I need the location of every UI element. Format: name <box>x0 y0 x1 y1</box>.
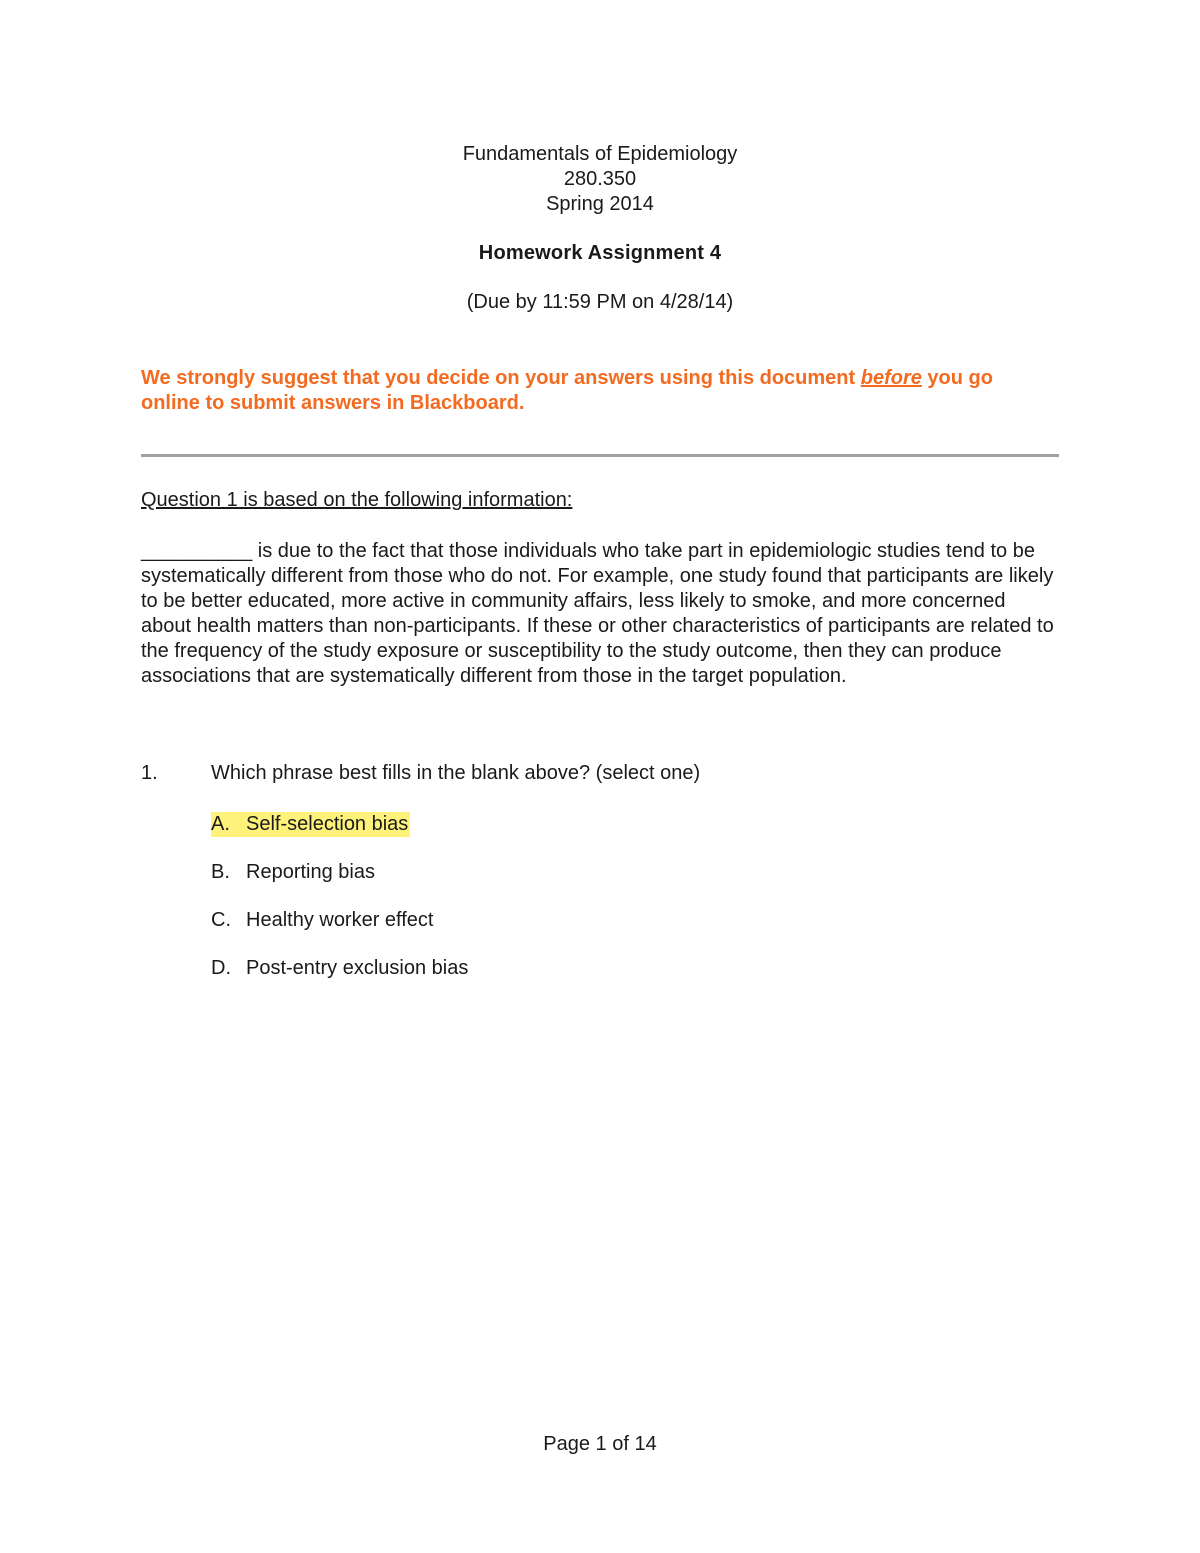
question-1 <box>141 762 700 785</box>
notice-emphasis: before <box>860 367 922 389</box>
option-letter: D. <box>211 957 231 979</box>
course-code: 280.350 <box>563 168 637 190</box>
option-c[interactable] <box>211 908 470 956</box>
notice-part2: you go online to submit answers in Blackboard. <box>141 367 993 414</box>
option-letter: A. <box>211 813 230 835</box>
course-term: Spring 2014 <box>546 193 654 215</box>
submission-notice <box>141 366 1041 416</box>
option-letter: C. <box>211 909 231 931</box>
answer-options <box>211 812 470 1004</box>
question-passage: __________ is due to the fact that those individuals who take part in epidemiologic studies tend to be systematically different from those who do not. For example, one study found that participants are likely to be better educated, more active in community affairs, less likely to smoke, and more concerned about health matters than non-participants. If these or other characteristics of participants are related to the frequency of the study exposure or susceptibility to the study outcome, then they can produce associations that are systematically different from those in the target population. <box>141 540 1054 687</box>
option-a[interactable] <box>211 812 470 860</box>
question-text: Which phrase best fills in the blank above? (select one) <box>211 762 701 784</box>
question-intro: Question 1 is based on the following information: <box>141 489 573 511</box>
option-text: Self-selection bias <box>246 813 409 835</box>
option-d[interactable] <box>211 956 470 1004</box>
option-text: Reporting bias <box>246 861 375 883</box>
course-header <box>0 142 1200 217</box>
question-number: 1. <box>141 762 158 784</box>
option-text: Healthy worker effect <box>246 909 434 931</box>
option-text: Post-entry exclusion bias <box>246 957 469 979</box>
option-letter: B. <box>211 861 230 883</box>
option-a-highlight <box>211 812 410 837</box>
section-divider <box>141 454 1059 457</box>
page-title: Homework Assignment 4 <box>478 242 722 264</box>
notice-part1: We strongly suggest that you decide on your answers using this document <box>141 367 861 389</box>
page-number: Page 1 of 14 <box>543 1433 657 1455</box>
option-b[interactable] <box>211 860 470 908</box>
due-date: (Due by 11:59 PM on 4/28/14) <box>466 291 734 313</box>
course-name: Fundamentals of Epidemiology <box>462 143 738 165</box>
